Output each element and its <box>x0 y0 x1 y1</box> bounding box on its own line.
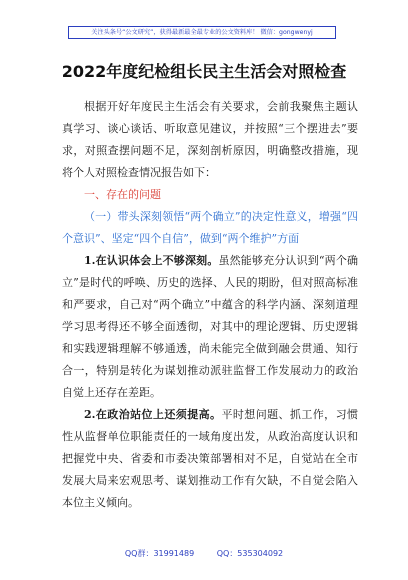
qq-text: QQ：535304092 <box>216 549 284 558</box>
promo-banner: 关注头条号“公文研究”，获得最新最全最专业的公文资料库！ 微信：gongwenyj <box>68 26 336 39</box>
item-paragraph-2 <box>62 404 358 514</box>
item-lead-1: 1.在认识体会上不够深刻。 <box>84 254 219 267</box>
intro-paragraph: 根据开好年度民主生活会有关要求，会前我聚焦主题认真学习、谈心谈话、听取意见建议，并按照“三个摆进去”要求，对照查摆问题不足，深刻剖析原因，明确整改措施，现将个人对照检查情况报告如下： <box>62 100 358 179</box>
qq-group-text: QQ群：31991489 <box>124 549 195 558</box>
item-text-2: 平时想问题、抓工作，习惯性从监督单位职能责任的一域角度出发，从政治高度认识和把握党中央、省委和市委决策部署相对不足，自觉站在全市发展大局来宏观思考、谋划推动工作有欠缺，不自觉会陷入本位主义倾向。 <box>62 408 359 509</box>
subsection-heading: （一）带头深刻领悟“两个确立”的决定性意义，增强“四个意识”、坚定“四个自信”，做到“两个维护”方面 <box>62 210 358 245</box>
document-body <box>62 96 358 514</box>
item-text-1: 虽然能够充分认识到“两个确立”是时代的呼唤、历史的选择、人民的期盼，但对照高标准和严要求，自己对“两个确立”中蕴含的科学内涵、深刻道理学习思考得还不够全面透彻，对其中的理论逻辑、历史逻辑和实践逻辑理解不够通透，尚未能完全做到融会贯通、知行合一，特别是转化为谋划推动派驻监督工作发展动力的政治自觉上还存在差距。 <box>62 254 359 399</box>
item-lead-2: 2.在政治站位上还须提高。 <box>84 408 222 421</box>
document-title: 2022年度纪检组长民主生活会对照检查 <box>61 62 347 81</box>
page-footer <box>0 548 408 559</box>
item-paragraph-1 <box>62 250 358 404</box>
section-heading: 一、存在的问题 <box>84 188 161 201</box>
